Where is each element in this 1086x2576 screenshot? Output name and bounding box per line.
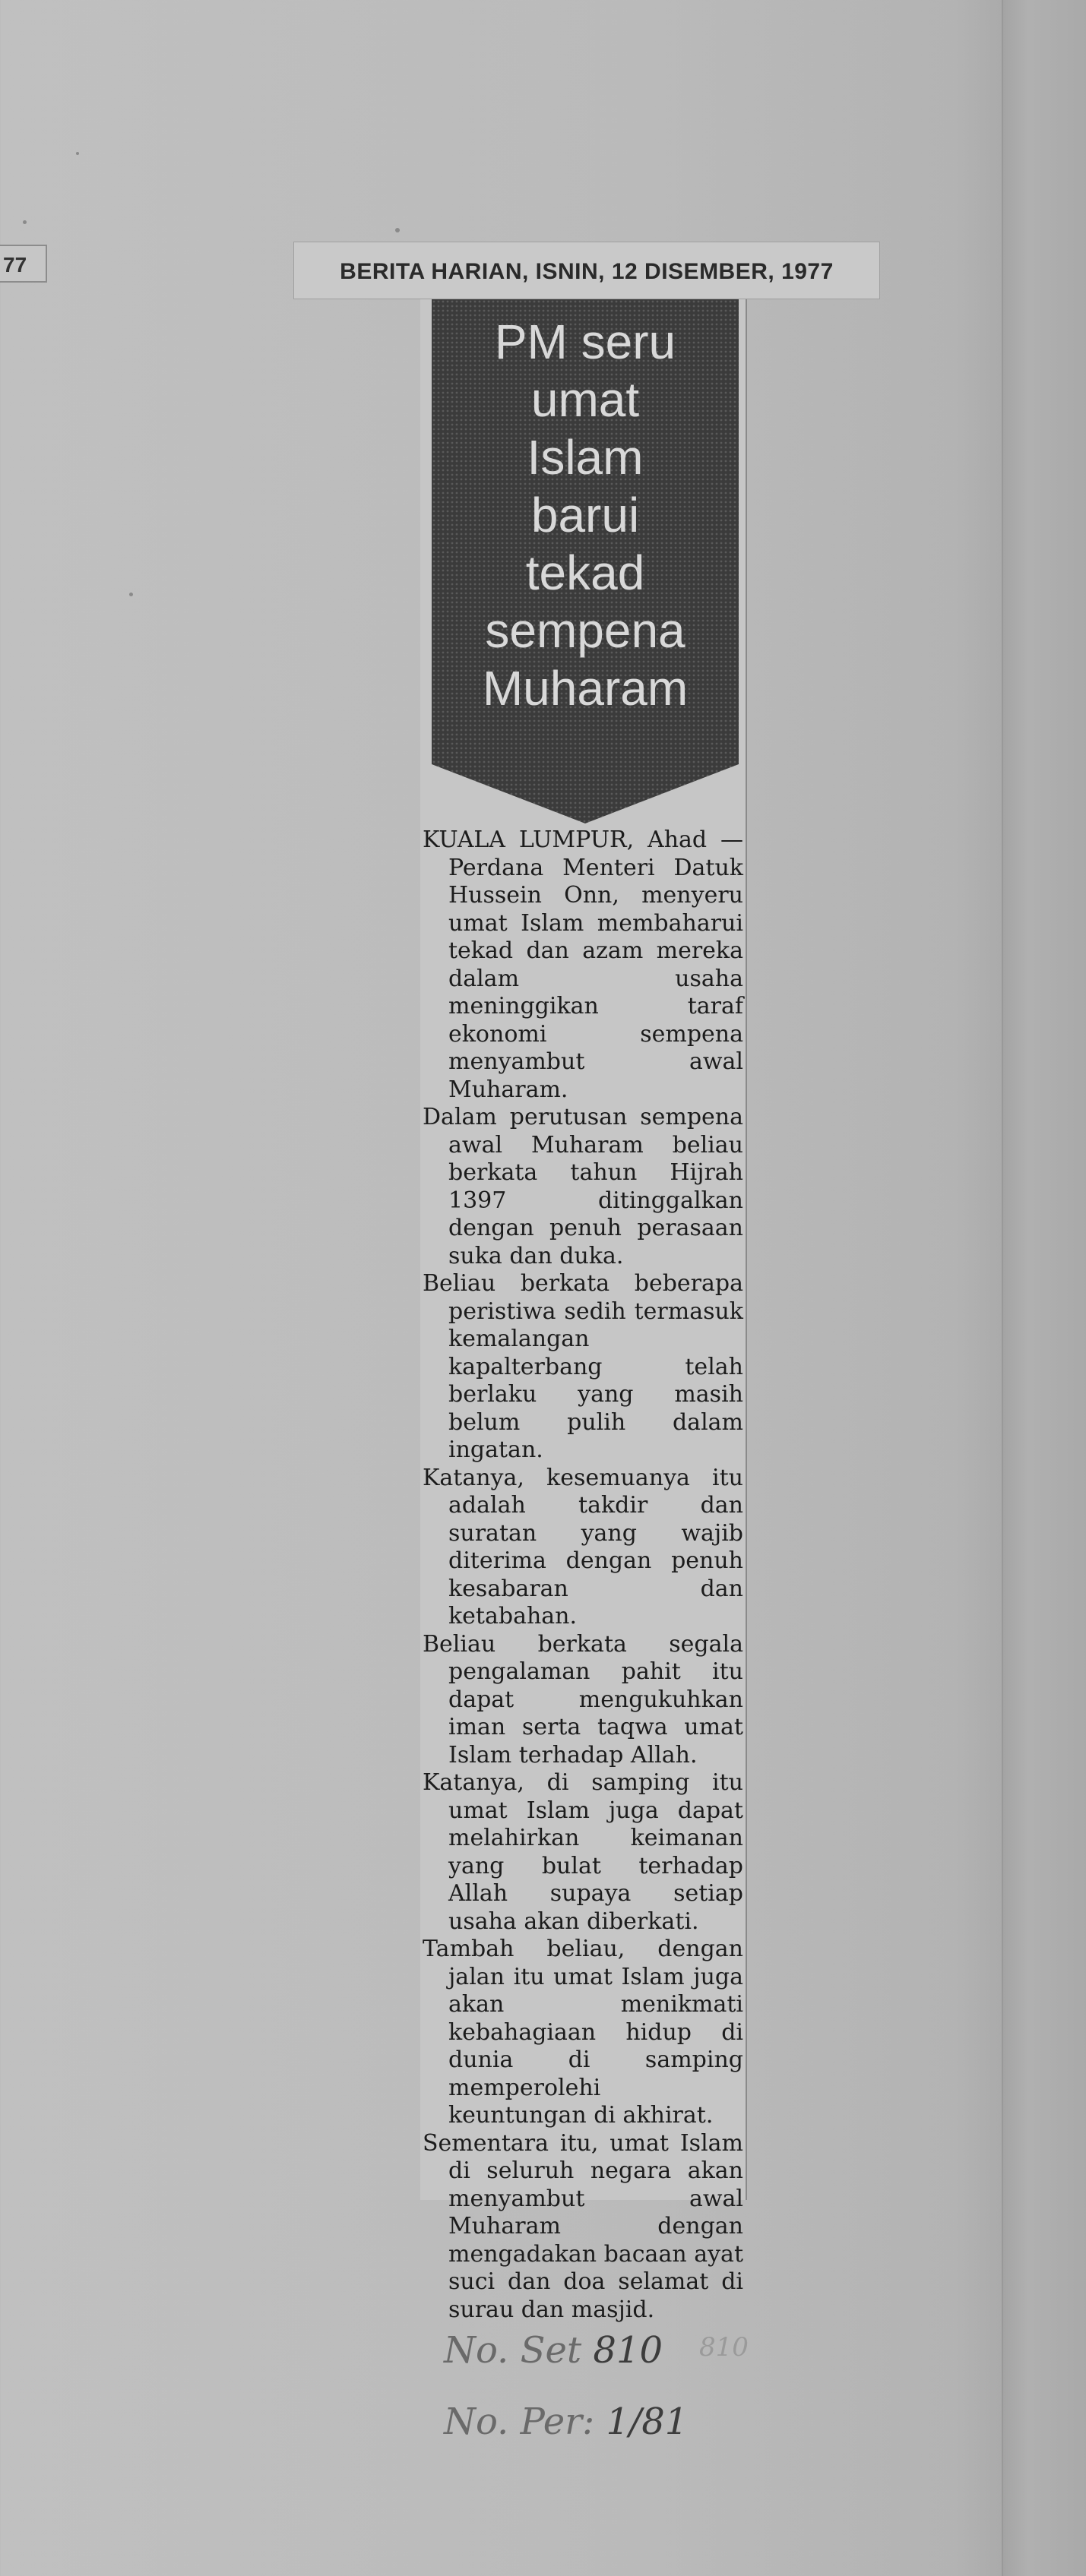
handwritten-label: No. Set — [444, 2329, 582, 2372]
article-paragraph: Katanya, kesemuanya itu adalah takdir dan suratan yang wajib diterima dengan penuh kesabaran dan ketabahan. — [423, 1464, 743, 1629]
article-paragraph: Dalam perutusan sempena awal Muharam beliau berkata tahun Hijrah 1397 ditinggalkan dengan penuh perasaan suka dan duka. — [423, 1104, 743, 1269]
handwritten-value: 810 — [593, 2329, 663, 2372]
scan-speck — [395, 228, 400, 232]
scan-speck — [129, 593, 133, 596]
handwritten-value: 1/81 — [606, 2401, 689, 2443]
page-edge-shadow — [1002, 0, 1086, 2576]
headline-line: barui — [530, 488, 640, 542]
headline-line: umat — [530, 372, 640, 427]
headline-title — [432, 313, 739, 717]
article-paragraph: Tambah beliau, dengan jalan itu umat Islam juga akan menikmati kebahagiaan hidup di dunia di samping memperolehi keuntungan di akhirat. — [423, 1936, 743, 2129]
cut-clipping-edge: 77 — [0, 245, 47, 283]
article-paragraph: Sementara itu, umat Islam di seluruh negara akan menyambut awal Muharam dengan mengadakan bacaan ayat suci dan doa selamat di surau dan masjid. — [423, 2129, 743, 2323]
headline-line: tekad — [525, 545, 645, 600]
headline-line: PM seru — [494, 314, 676, 369]
headline-banner — [432, 299, 739, 823]
article-body — [423, 827, 743, 2324]
handwritten-faint-number: 810 — [699, 2332, 749, 2363]
article-paragraph: KUALA LUMPUR, Ahad — Perdana Menteri Datuk Hussein Onn, menyeru umat Islam membaharui tekad dan azam mereka dalam usaha meninggikan taraf ekonomi sempena menyambut awal Muharam. — [423, 827, 743, 1103]
newspaper-masthead: BERITA HARIAN, ISNIN, 12 DISEMBER, 1977 — [293, 242, 880, 299]
article-paragraph: Katanya, di samping itu umat Islam juga dapat melahirkan keimanan yang bulat terhadap Allah supaya setiap usaha akan diberkati. — [423, 1769, 743, 1935]
scan-speck — [23, 220, 27, 224]
headline-line: sempena — [485, 603, 685, 658]
handwritten-label: No. Per: — [444, 2401, 595, 2443]
scan-speck — [76, 152, 79, 155]
handwritten-per-number — [444, 2401, 688, 2443]
handwritten-set-number — [444, 2329, 663, 2372]
article-paragraph: Beliau berkata beberapa peristiwa sedih termasuk kemalangan kapalterbang telah berlaku yang masih belum pulih dalam ingatan. — [423, 1270, 743, 1463]
headline-line: Islam — [527, 430, 644, 485]
headline-line: Muharam — [482, 661, 689, 716]
article-paragraph: Beliau berkata segala pengalaman pahit itu dapat mengukuhkan iman serta taqwa umat Islam terhadap Allah. — [423, 1630, 743, 1768]
